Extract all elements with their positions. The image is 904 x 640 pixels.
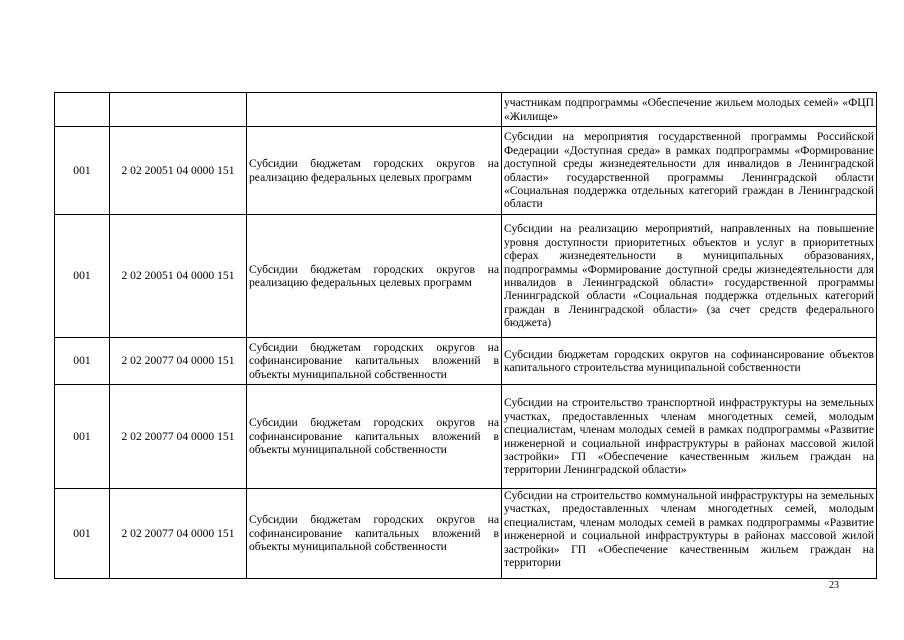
table-row <box>55 127 877 215</box>
table-row <box>55 385 877 489</box>
income-name-cell <box>247 93 502 127</box>
income-name-cell: Субсидии бюджетам городских округов на софинансирование капитальных вложений в объекты муниципальной собственности <box>247 489 502 579</box>
admin-code-cell: 001 <box>55 489 110 579</box>
admin-code-cell: 001 <box>55 385 110 489</box>
admin-code-cell <box>55 93 110 127</box>
budget-code-cell: 2 02 20077 04 0000 151 <box>110 489 247 579</box>
description-cell: участникам подпрограммы «Обеспечение жильем молодых семей» «ФЦП «Жилище» <box>502 93 877 127</box>
budget-code-cell: 2 02 20051 04 0000 151 <box>110 127 247 215</box>
table-row <box>55 93 877 127</box>
budget-code-cell <box>110 93 247 127</box>
income-name-cell: Субсидии бюджетам городских округов на софинансирование капитальных вложений в объекты муниципальной собственности <box>247 338 502 385</box>
page-number: 23 <box>829 580 839 591</box>
budget-code-cell: 2 02 20077 04 0000 151 <box>110 385 247 489</box>
admin-code-cell: 001 <box>55 338 110 385</box>
admin-code-cell: 001 <box>55 215 110 338</box>
description-cell: Субсидии бюджетам городских округов на софинансирование объектов капитального строительства муниципальной собственности <box>502 338 877 385</box>
budget-code-cell: 2 02 20051 04 0000 151 <box>110 215 247 338</box>
table-row <box>55 489 877 579</box>
income-name-cell: Субсидии бюджетам городских округов на софинансирование капитальных вложений в объекты муниципальной собственности <box>247 385 502 489</box>
admin-code-cell: 001 <box>55 127 110 215</box>
table-row <box>55 338 877 385</box>
description-cell: Субсидии на реализацию мероприятий, направленных на повышение уровня доступности приоритетных объектов и услуг в приоритетных сферах жизнедеятельности в муниципальных образованиях, подпрограммы «Формирование доступной среды жизнедеятельности для инвалидов в Ленинградской области» государственной программы Ленинградской области «Социальная поддержка отдельных категорий граждан в Ленинградской области» (за счет средств федерального бюджета) <box>502 215 877 338</box>
description-cell: Субсидии на мероприятия государственной программы Российской Федерации «Доступная среда» в рамках подпрограммы «Формирование доступной среды жизнедеятельности для инвалидов в Ленинградской области» государственной программы Ленинградской области «Социальная поддержка отдельных категорий граждан в Ленинградской области <box>502 127 877 215</box>
income-name-cell: Субсидии бюджетам городских округов на реализацию федеральных целевых программ <box>247 215 502 338</box>
revenue-codes-table <box>54 92 877 579</box>
table-row <box>55 215 877 338</box>
description-cell: Субсидии на строительство транспортной инфраструктуры на земельных участках, предоставленных членам многодетных семей, молодым специалистам, членам молодых семей в рамках подпрограммы «Развитие инженерной и социальной инфраструктуры в районах массовой жилой застройки» ГП «Обеспечение качественным жильем граждан на территории Ленинградской области» <box>502 385 877 489</box>
income-name-cell: Субсидии бюджетам городских округов на реализацию федеральных целевых программ <box>247 127 502 215</box>
budget-code-cell: 2 02 20077 04 0000 151 <box>110 338 247 385</box>
description-cell: Субсидии на строительство коммунальной инфраструктуры на земельных участках, предоставленных членам многодетных семей, молодым специалистам, членам молодых семей в рамках подпрограммы «Развитие инженерной и социальной инфраструктуры в районах массовой жилой застройки» ГП «Обеспечение качественным жильем граждан на территории <box>502 489 877 579</box>
